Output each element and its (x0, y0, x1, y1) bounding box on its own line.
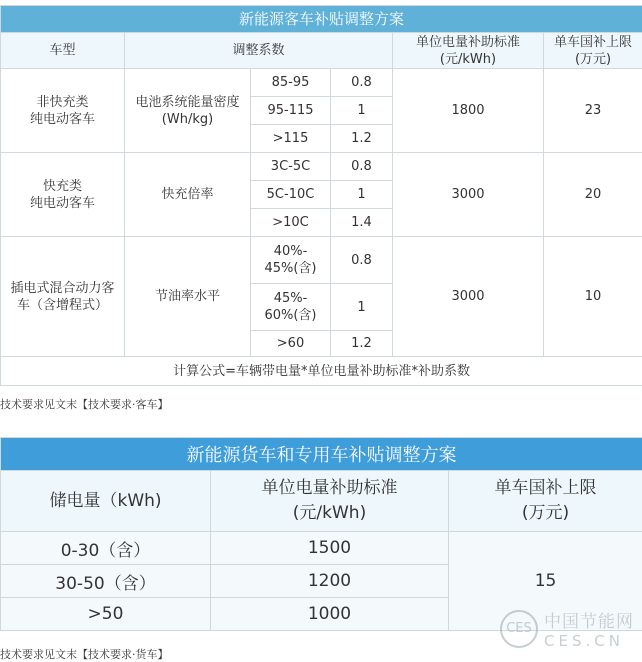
range-cell: 3C-5C (251, 153, 331, 181)
metric-cell: 节油率水平 (125, 237, 251, 357)
vehicle-type-cell: 非快充类 纯电动客车 (1, 69, 125, 153)
coef-cell: 1 (331, 284, 393, 331)
header-subsidy-cap: 单车国补上限 (万元) (544, 33, 642, 69)
range-cell: >10C (251, 209, 331, 237)
formula-row: 计算公式=车辆带电量*单位电量补助标准*补助系数 (1, 357, 642, 386)
coef-cell: 1 (331, 97, 393, 125)
ces-logo-icon: CES (500, 610, 538, 648)
coef-cell: 1.2 (331, 125, 393, 153)
range-cell: >115 (251, 125, 331, 153)
coef-cell: 1.2 (331, 331, 393, 357)
range-cell: 95-115 (251, 97, 331, 125)
coef-cell: 0.8 (331, 237, 393, 284)
header-adjustment-coefficient: 调整系数 (125, 33, 393, 69)
range-cell: 40%- 45%(含) (251, 237, 331, 284)
range-cell: 45%- 60%(含) (251, 284, 331, 331)
coef-cell: 1.4 (331, 209, 393, 237)
subsidy-cap-cell: 10 (544, 237, 642, 357)
header-subsidy-cap: 单车国补上限 (万元) (449, 471, 642, 532)
unit-subsidy-cell: 3000 (393, 237, 544, 357)
vehicle-type-cell: 快充类 纯电动客车 (1, 153, 125, 237)
unit-subsidy-cell: 3000 (393, 153, 544, 237)
watermark (500, 607, 634, 650)
subsidy-cap-cell: 23 (544, 69, 642, 153)
header-vehicle-type: 车型 (1, 33, 125, 69)
range-cell: 5C-10C (251, 181, 331, 209)
subsidy-cap-cell: 20 (544, 153, 642, 237)
metric-cell: 快充倍率 (125, 153, 251, 237)
coef-cell: 1 (331, 181, 393, 209)
subsidy-cap-cell: 15 (449, 532, 642, 631)
unit-subsidy-cell: 1200 (211, 565, 449, 598)
range-cell: >60 (251, 331, 331, 357)
metric-cell: 电池系统能量密度 (Wh/kg) (125, 69, 251, 153)
coef-cell: 0.8 (331, 153, 393, 181)
header-unit-subsidy: 单位电量补助标准 (元/kWh) (211, 471, 449, 532)
unit-subsidy-cell: 1500 (211, 532, 449, 565)
truck-caption: 技术要求见文末【技术要求·货车】 (0, 648, 169, 661)
header-unit-subsidy: 单位电量补助标准 (元/kWh) (393, 33, 544, 69)
storage-range-cell: 0-30（含） (1, 532, 211, 565)
unit-subsidy-cell: 1000 (211, 598, 449, 631)
vehicle-type-cell: 插电式混合动力客 车（含增程式） (1, 237, 125, 357)
unit-subsidy-cell: 1800 (393, 69, 544, 153)
header-storage: 储电量（kWh) (1, 471, 211, 532)
storage-range-cell: 30-50（含） (1, 565, 211, 598)
passenger-caption: 技术要求见文末【技术要求·客车】 (0, 398, 169, 411)
watermark-en: CES.CN (544, 632, 624, 650)
coef-cell: 0.8 (331, 69, 393, 97)
watermark-cn: 中国节能网 (544, 612, 634, 632)
truck-table-title: 新能源货车和专用车补贴调整方案 (1, 438, 642, 471)
passenger-table-title: 新能源客车补贴调整方案 (1, 6, 642, 33)
truck-subsidy-table (0, 437, 642, 631)
range-cell: 85-95 (251, 69, 331, 97)
passenger-subsidy-table (0, 5, 642, 386)
storage-range-cell: >50 (1, 598, 211, 631)
